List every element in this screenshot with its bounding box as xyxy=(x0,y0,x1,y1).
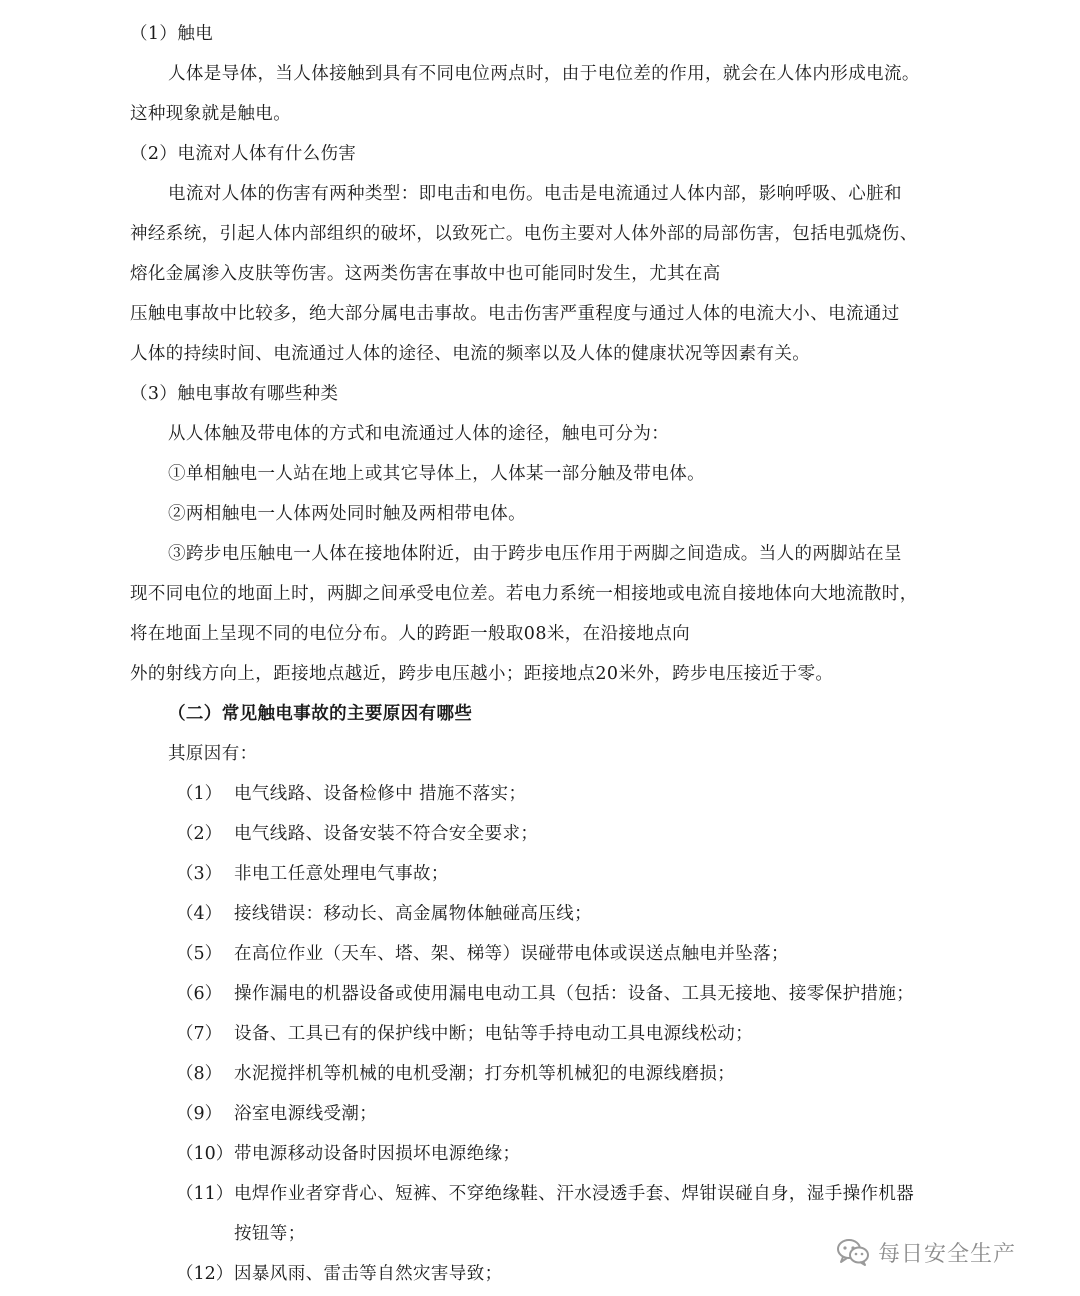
list-item-number: （1） xyxy=(176,784,223,804)
section-heading-3: （3）触电事故有哪些种类 xyxy=(130,384,339,404)
list-item-number: （9） xyxy=(176,1104,223,1124)
section-heading-4: （二）常见触电事故的主要原因有哪些 xyxy=(168,704,473,724)
section-heading-1: （1）触电 xyxy=(130,24,214,44)
paragraph-line: ②两相触电一人体两处同时触及两相带电体。 xyxy=(168,504,526,524)
list-item-number: （4） xyxy=(176,904,223,924)
paragraph-line: 人体是导体，当人体接触到具有不同电位两点时，由于电位差的作用，就会在人体内形成电流。 xyxy=(168,64,920,84)
paragraph-line: 现不同电位的地面上时，两脚之间承受电位差。若电力系统一相接地或电流自接地体向大地流散时， xyxy=(130,584,918,604)
list-item-text: 非电工任意处理电气事故； xyxy=(234,864,449,884)
list-item-text: 水泥搅拌机等机械的电机受潮；打夯机等机械犯的电源线磨损； xyxy=(234,1064,736,1084)
paragraph-line: ①单相触电一人站在地上或其它导体上，人体某一部分触及带电体。 xyxy=(168,464,705,484)
list-item-number: （12） xyxy=(176,1264,234,1284)
paragraph-line: 将在地面上呈现不同的电位分布。人的跨距一般取08米，在沿接地点向 xyxy=(130,624,691,644)
wechat-icon xyxy=(836,1237,870,1267)
paragraph-line: 压触电事故中比较多，绝大部分属电击事故。电击伤害严重程度与通过人体的电流大小、电流通过 xyxy=(130,304,900,324)
paragraph-line: 电流对人体的伤害有两种类型：即电击和电伤。电击是电流通过人体内部，影响呼吸、心脏和 xyxy=(168,184,902,204)
section-heading-2: （2）电流对人体有什么伤害 xyxy=(130,144,357,164)
list-item-number: （7） xyxy=(176,1024,223,1044)
paragraph-line: 人体的持续时间、电流通过人体的途径、电流的频率以及人体的健康状况等因素有关。 xyxy=(130,344,811,364)
watermark xyxy=(836,1232,1016,1272)
list-item-number: （2） xyxy=(176,824,223,844)
list-item-number: （3） xyxy=(176,864,223,884)
paragraph-line: ③跨步电压触电一人体在接地体附近，由于跨步电压作用于两脚之间造成。当人的两脚站在呈 xyxy=(168,544,902,564)
list-item-text: 带电源移动设备时因损坏电源绝缘； xyxy=(234,1144,521,1164)
paragraph-line: 外的射线方向上，距接地点越近，跨步电压越小；距接地点20米外，跨步电压接近于零。 xyxy=(130,664,834,684)
list-item-number: （10） xyxy=(176,1144,234,1164)
list-item-text: 设备、工具已有的保护线中断；电钻等手持电动工具电源线松动； xyxy=(234,1024,754,1044)
list-item-text: 因暴风雨、雷击等自然灾害导致； xyxy=(234,1264,503,1284)
watermark-text: 每日安全生产 xyxy=(878,1241,1017,1267)
list-intro: 其原因有： xyxy=(168,744,258,764)
list-item-text-continued: 按钮等； xyxy=(234,1224,306,1244)
paragraph-line: 这种现象就是触电。 xyxy=(130,104,292,124)
list-item-text: 接线错误：移动长、高金属物体触碰高压线； xyxy=(234,904,592,924)
paragraph-line: 神经系统，引起人体内部组织的破坏，以致死亡。电伤主要对人体外部的局部伤害，包括电弧烧伤、 xyxy=(130,224,918,244)
list-item-number: （11） xyxy=(176,1184,234,1204)
list-item-text: 浴室电源线受潮； xyxy=(234,1104,378,1124)
list-item-text: 操作漏电的机器设备或使用漏电电动工具（包括：设备、工具无接地、接零保护措施； xyxy=(234,984,915,1004)
list-item-number: （8） xyxy=(176,1064,223,1084)
paragraph-line: 熔化金属渗入皮肤等伤害。这两类伤害在事故中也可能同时发生，尤其在高 xyxy=(130,264,721,284)
paragraph-line: 从人体触及带电体的方式和电流通过人体的途径，触电可分为： xyxy=(168,424,670,444)
list-item-number: （6） xyxy=(176,984,223,1004)
list-item-text: 电气线路、设备安装不符合安全要求； xyxy=(234,824,539,844)
list-item-text: 在高位作业（天车、塔、架、梯等）误碰带电体或误送点触电并坠落； xyxy=(234,944,789,964)
list-item-text: 电气线路、设备检修中 措施不落实； xyxy=(234,784,527,804)
list-item-number: （5） xyxy=(176,944,223,964)
list-item-text: 电焊作业者穿背心、短裤、不穿绝缘鞋、汗水浸透手套、焊钳误碰自身，湿手操作机器 xyxy=(234,1184,915,1204)
